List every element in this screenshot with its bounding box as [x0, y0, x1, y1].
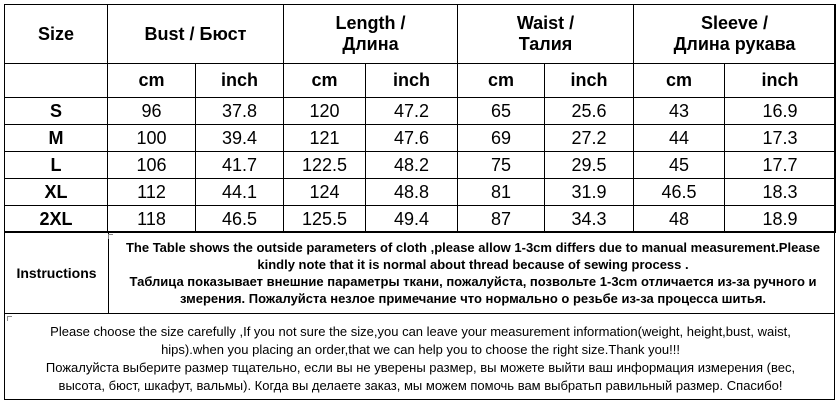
- table-cell: 75: [458, 152, 545, 179]
- unit-cell: inch: [196, 64, 284, 98]
- unit-cell: cm: [458, 64, 545, 98]
- table-row: [5, 152, 836, 179]
- size-label: M: [5, 125, 108, 152]
- table-cell: 118: [108, 206, 196, 233]
- table-cell: 87: [458, 206, 545, 233]
- table-row: [5, 125, 836, 152]
- table-cell: 39.4: [196, 125, 284, 152]
- table-cell: 125.5: [284, 206, 366, 233]
- notice-line: Please choose the size carefully ,If you not sure the size,you can leave your measurement information(weight, height,bust, waist,: [50, 324, 791, 339]
- table-cell: 44.1: [196, 179, 284, 206]
- unit-cell: inch: [725, 64, 836, 98]
- length-header: Length / Длина: [284, 5, 458, 64]
- table-cell: 16.9: [725, 98, 836, 125]
- unit-cell: cm: [284, 64, 366, 98]
- table-cell: 25.6: [545, 98, 634, 125]
- table-cell: 96: [108, 98, 196, 125]
- notice-line: Пожалуйста выберите размер тщательно, если вы не уверены размер, вы можете выйти ваш информация измерения (вес,: [45, 360, 796, 375]
- table-cell: 45: [634, 152, 725, 179]
- unit-blank-cell: [5, 64, 108, 98]
- unit-cell: inch: [366, 64, 458, 98]
- table-cell: 17.7: [725, 152, 836, 179]
- unit-cell: inch: [545, 64, 634, 98]
- table-cell: 48: [634, 206, 725, 233]
- size-label: L: [5, 152, 108, 179]
- table-cell: 122.5: [284, 152, 366, 179]
- table-row: [5, 98, 836, 125]
- unit-row: [5, 64, 836, 98]
- unit-cell: cm: [108, 64, 196, 98]
- table-cell: 47.6: [366, 125, 458, 152]
- waist-header: Waist / Талия: [458, 5, 634, 64]
- table-row: [5, 206, 836, 233]
- table-cell: 65: [458, 98, 545, 125]
- table-cell: 106: [108, 152, 196, 179]
- instructions-section: [4, 231, 835, 314]
- table-cell: 48.2: [366, 152, 458, 179]
- table-row: [5, 179, 836, 206]
- header-row: [5, 5, 836, 64]
- sleeve-header: Sleeve / Длина рукава: [634, 5, 836, 64]
- notice-line: высота, бюст, шкафут, вальмы). Когда вы делаете заказ, мы можем помочь вам выбратьп равильный размер. Спасибо!: [58, 378, 783, 393]
- instructions-line: Таблица показывает внешние параметры ткани, пожалуйста, позвольте 1-3cm отличается из-за ручного и: [129, 274, 817, 289]
- table-cell: 100: [108, 125, 196, 152]
- bust-header: Bust / Бюст: [108, 5, 284, 64]
- table-cell: 112: [108, 179, 196, 206]
- instructions-line: kindly note that it is normal about thread because of sewing process .: [257, 257, 689, 272]
- table-cell: 48.8: [366, 179, 458, 206]
- table-cell: 31.9: [545, 179, 634, 206]
- cell-corner-mark: [7, 316, 12, 321]
- table-cell: 43: [634, 98, 725, 125]
- instructions-label: Instructions: [5, 232, 109, 313]
- table-cell: 49.4: [366, 206, 458, 233]
- size-label: 2XL: [5, 206, 108, 233]
- table-cell: 27.2: [545, 125, 634, 152]
- table-cell: 18.9: [725, 206, 836, 233]
- table-cell: 47.2: [366, 98, 458, 125]
- size-notice-text: [9, 323, 832, 395]
- table-cell: 46.5: [634, 179, 725, 206]
- size-label: XL: [5, 179, 108, 206]
- size-label: S: [5, 98, 108, 125]
- table-cell: 124: [284, 179, 366, 206]
- notice-line: hips).when you placing an order,that we can help you to choose the right size.Thank you!!!: [161, 342, 680, 357]
- table-cell: 37.8: [196, 98, 284, 125]
- unit-cell: cm: [634, 64, 725, 98]
- instructions-line: The Table shows the outside parameters of cloth ,please allow 1-3cm differs due to manual measurement.Please: [125, 240, 821, 255]
- table-cell: 17.3: [725, 125, 836, 152]
- table-cell: 41.7: [196, 152, 284, 179]
- table-cell: 18.3: [725, 179, 836, 206]
- size-notice-section: [4, 314, 835, 400]
- size-header: Size: [5, 5, 108, 64]
- table-cell: 29.5: [545, 152, 634, 179]
- table-cell: 46.5: [196, 206, 284, 233]
- size-table: [4, 4, 836, 233]
- table-cell: 69: [458, 125, 545, 152]
- instructions-line: змерения. Пожалуйста незлое примечание что нормально о резьбе из-за процесса шитья.: [179, 291, 767, 306]
- table-cell: 121: [284, 125, 366, 152]
- table-cell: 44: [634, 125, 725, 152]
- table-cell: 120: [284, 98, 366, 125]
- instructions-text: [113, 239, 833, 307]
- table-cell: 81: [458, 179, 545, 206]
- table-cell: 34.3: [545, 206, 634, 233]
